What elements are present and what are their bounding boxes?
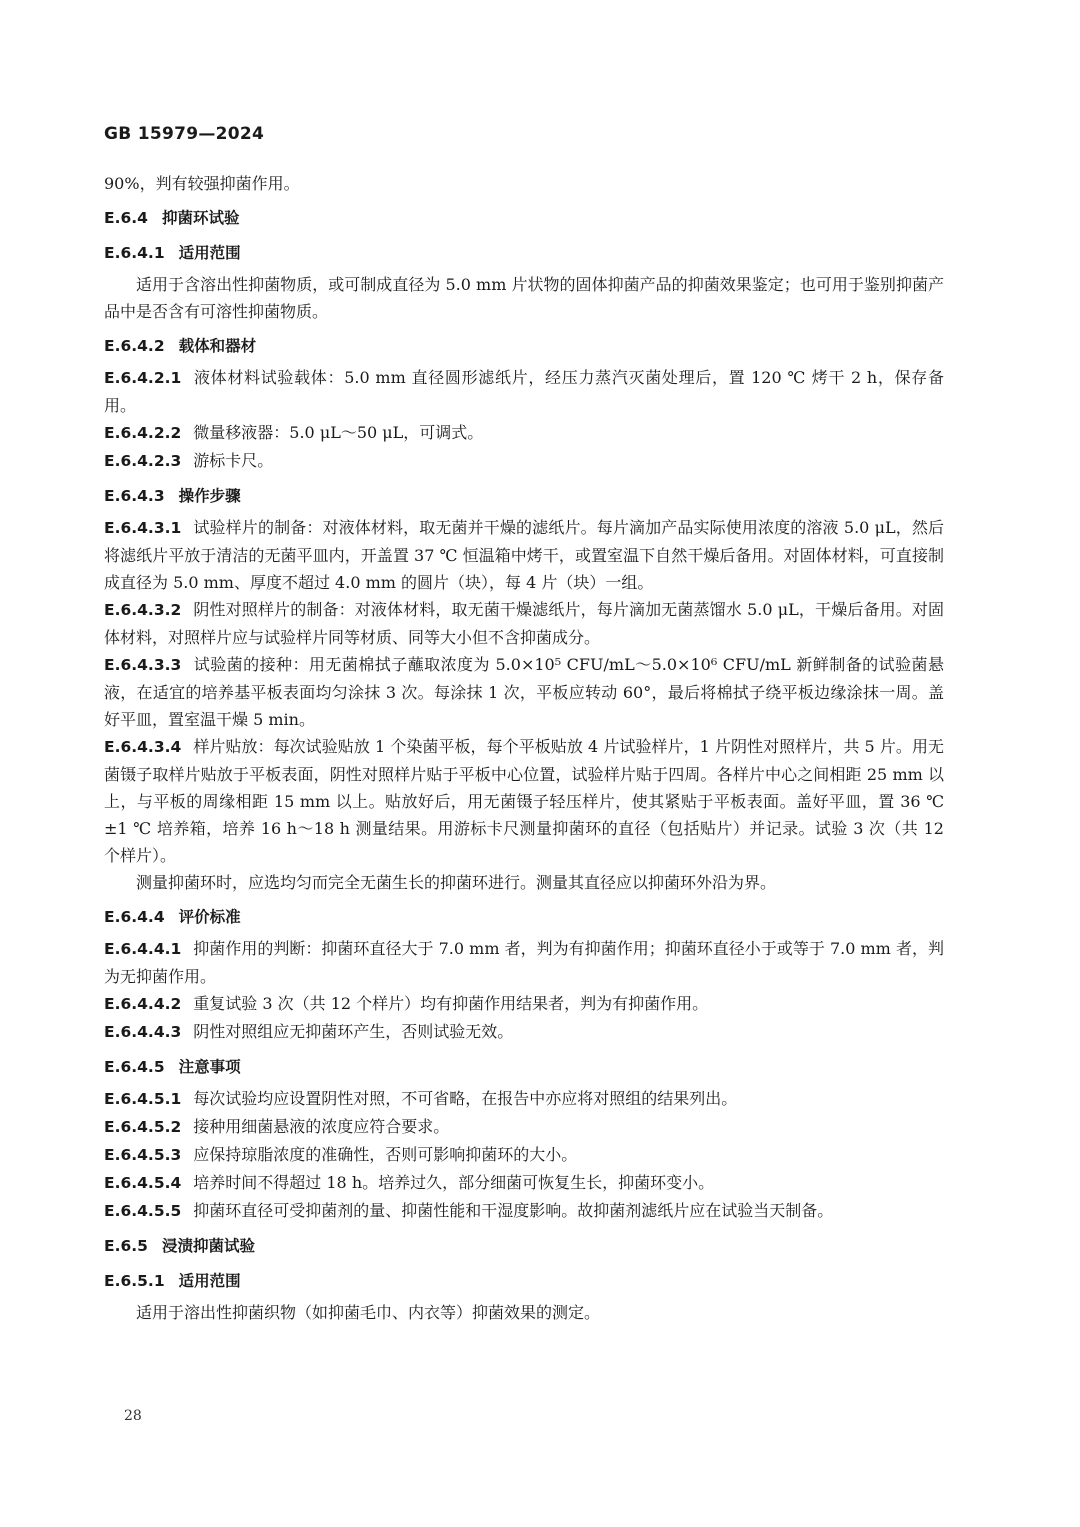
- clause-e6432: [104, 596, 944, 651]
- clause-number: E.6.4.5.2: [104, 1118, 182, 1136]
- subsection-number: E.6.4.1: [104, 244, 165, 262]
- section-heading-e64: [104, 205, 944, 232]
- clause-number: E.6.4.4.2: [104, 995, 182, 1013]
- clause-text: 抑菌环直径可受抑菌剂的量、抑菌性能和干湿度影响。故抑菌剂滤纸片应在试验当天制备。: [193, 1201, 834, 1220]
- clause-e6434: [104, 733, 944, 869]
- scope-paragraph: 适用于溶出性抑菌织物（如抑菌毛巾、内衣等）抑菌效果的测定。: [136, 1303, 601, 1322]
- clause-e6431: [104, 514, 944, 596]
- subsection-title: 注意事项: [178, 1058, 241, 1076]
- clause-number: E.6.4.4.1: [104, 940, 182, 958]
- clause-number: E.6.4.5.3: [104, 1146, 182, 1164]
- clause-e6453: [104, 1141, 944, 1169]
- clause-text: 游标卡尺。: [193, 451, 274, 470]
- clause-text: 每次试验均应设置阴性对照，不可省略，在报告中亦应将对照组的结果列出。: [193, 1089, 738, 1108]
- subsection-heading-e641: [104, 240, 944, 267]
- subsection-heading-e643: [104, 483, 944, 510]
- section-title: 抑菌环试验: [161, 209, 240, 227]
- subsection-title: 适用范围: [178, 1272, 241, 1290]
- subsection-number: E.6.4.5: [104, 1058, 165, 1076]
- intro-line: 90%，判有较强抑菌作用。: [104, 174, 300, 193]
- clause-number: E.6.4.3.2: [104, 601, 182, 619]
- clause-text: 试验菌的接种：用无菌棉拭子蘸取浓度为 5.0×10⁵ CFU/mL～5.0×10⁶ CFU/mL 新鲜制备的试验菌悬液，在适宜的培养基平板表面均匀涂抹 3 次。每涂抹 1 次，平板应转动 60°，最后将棉拭子绕平板边缘涂抹一周。盖好平皿，置室温干燥 5 min。: [104, 655, 944, 729]
- subsection-heading-e642: [104, 333, 944, 360]
- section-number: E.6.4: [104, 209, 148, 227]
- clause-number: E.6.4.5.4: [104, 1174, 182, 1192]
- clause-e6455: [104, 1197, 944, 1225]
- clause-number: E.6.4.2.2: [104, 424, 182, 442]
- clause-number: E.6.4.2.1: [104, 369, 182, 387]
- subsection-title: 评价标准: [178, 908, 241, 926]
- clause-text: 培养时间不得超过 18 h。培养过久，部分细菌可恢复生长，抑菌环变小。: [193, 1173, 715, 1192]
- clause-text: 样片贴放：每次试验贴放 1 个染菌平板，每个平板贴放 4 片试验样片，1 片阴性对照样片，共 5 片。用无菌镊子取样片贴放于平板表面，阴性对照样片贴于平板中心位置，试验样片贴于四周。各样片中心之间相距 25 mm 以上，与平板的周缘相距 15 mm 以上。贴放好后，用无菌镊子轻压样片，使其紧贴于平板表面。盖好平皿，置 36 ℃±1 ℃ 培养箱，培养 16 h～18 h 测量结果。用游标卡尺测量抑菌环的直径（包括贴片）并记录。试验 3 次（共 12 个样片）。: [104, 737, 944, 865]
- clause-text: 抑菌作用的判断：抑菌环直径大于 7.0 mm 者，判为有抑菌作用；抑菌环直径小于或等于 7.0 mm 者，判为无抑菌作用。: [104, 939, 944, 986]
- scope-paragraph: 适用于含溶出性抑菌物质，或可制成直径为 5.0 mm 片状物的固体抑菌产品的抑菌效果鉴定；也可用于鉴别抑菌产品中是否含有可溶性抑菌物质。: [104, 275, 944, 321]
- clause-text: 微量移液器：5.0 μL～50 μL，可调式。: [193, 423, 484, 442]
- subsection-title: 适用范围: [178, 244, 241, 262]
- subsection-number: E.6.5.1: [104, 1272, 165, 1290]
- clause-number: E.6.4.4.3: [104, 1023, 182, 1041]
- clause-e6441: [104, 935, 944, 990]
- clause-number: E.6.4.3.4: [104, 738, 182, 756]
- clause-number: E.6.4.2.3: [104, 452, 182, 470]
- subsection-number: E.6.4.2: [104, 337, 165, 355]
- clause-e6454: [104, 1169, 944, 1197]
- section-number: E.6.5: [104, 1237, 148, 1255]
- subsection-number: E.6.4.4: [104, 908, 165, 926]
- clause-e6452: [104, 1113, 944, 1141]
- clause-e6442: [104, 990, 944, 1018]
- subsection-title: 操作步骤: [178, 487, 241, 505]
- section-title: 浸渍抑菌试验: [161, 1237, 255, 1255]
- clause-e6422: [104, 419, 944, 447]
- clause-text: 阴性对照组应无抑菌环产生，否则试验无效。: [193, 1022, 514, 1041]
- subsection-heading-e651: [104, 1268, 944, 1295]
- clause-e6443: [104, 1018, 944, 1046]
- clause-e6423: [104, 447, 944, 475]
- clause-text: 试验样片的制备：对液体材料，取无菌并干燥的滤纸片。每片滴加产品实际使用浓度的溶液 5.0 μL，然后将滤纸片平放于清洁的无菌平皿内，开盖置 37 ℃ 恒温箱中烤干，或置室温下自然干燥后备用。对固体材料，可直接制成直径为 5.0 mm、厚度不超过 4.0 mm 的圆片（块），每 4 片（块）一组。: [104, 518, 944, 592]
- subsection-heading-e645: [104, 1054, 944, 1081]
- clause-text: 重复试验 3 次（共 12 个样片）均有抑菌作用结果者，判为有抑菌作用。: [193, 994, 709, 1013]
- clause-text: 接种用细菌悬液的浓度应符合要求。: [193, 1117, 450, 1136]
- subsection-title: 载体和器材: [178, 337, 257, 355]
- clause-text: 液体材料试验载体：5.0 mm 直径圆形滤纸片，经压力蒸汽灭菌处理后，置 120 ℃ 烤干 2 h，保存备用。: [104, 368, 944, 415]
- clause-text: 应保持琼脂浓度的准确性，否则可影响抑菌环的大小。: [193, 1145, 578, 1164]
- page-number: 28: [124, 1408, 142, 1424]
- subsection-heading-e644: [104, 904, 944, 931]
- clause-text: 阴性对照样片的制备：对液体材料，取无菌干燥滤纸片，每片滴加无菌蒸馏水 5.0 μL，干燥后备用。对固体材料，对照样片应与试验样片同等材质、同等大小但不含抑菌成分。: [104, 600, 944, 647]
- clause-e6433: [104, 651, 944, 733]
- page-content: [104, 170, 944, 1326]
- clause-e6421: [104, 364, 944, 419]
- standard-code: GB 15979—2024: [104, 124, 265, 144]
- clause-e6451: [104, 1085, 944, 1113]
- clause-number: E.6.4.5.1: [104, 1090, 182, 1108]
- subsection-number: E.6.4.3: [104, 487, 165, 505]
- section-heading-e65: [104, 1233, 944, 1260]
- measurement-note: 测量抑菌环时，应选均匀而完全无菌生长的抑菌环进行。测量其直径应以抑菌环外沿为界。: [136, 873, 777, 892]
- clause-number: E.6.4.3.3: [104, 656, 182, 674]
- clause-number: E.6.4.3.1: [104, 519, 182, 537]
- clause-number: E.6.4.5.5: [104, 1202, 182, 1220]
